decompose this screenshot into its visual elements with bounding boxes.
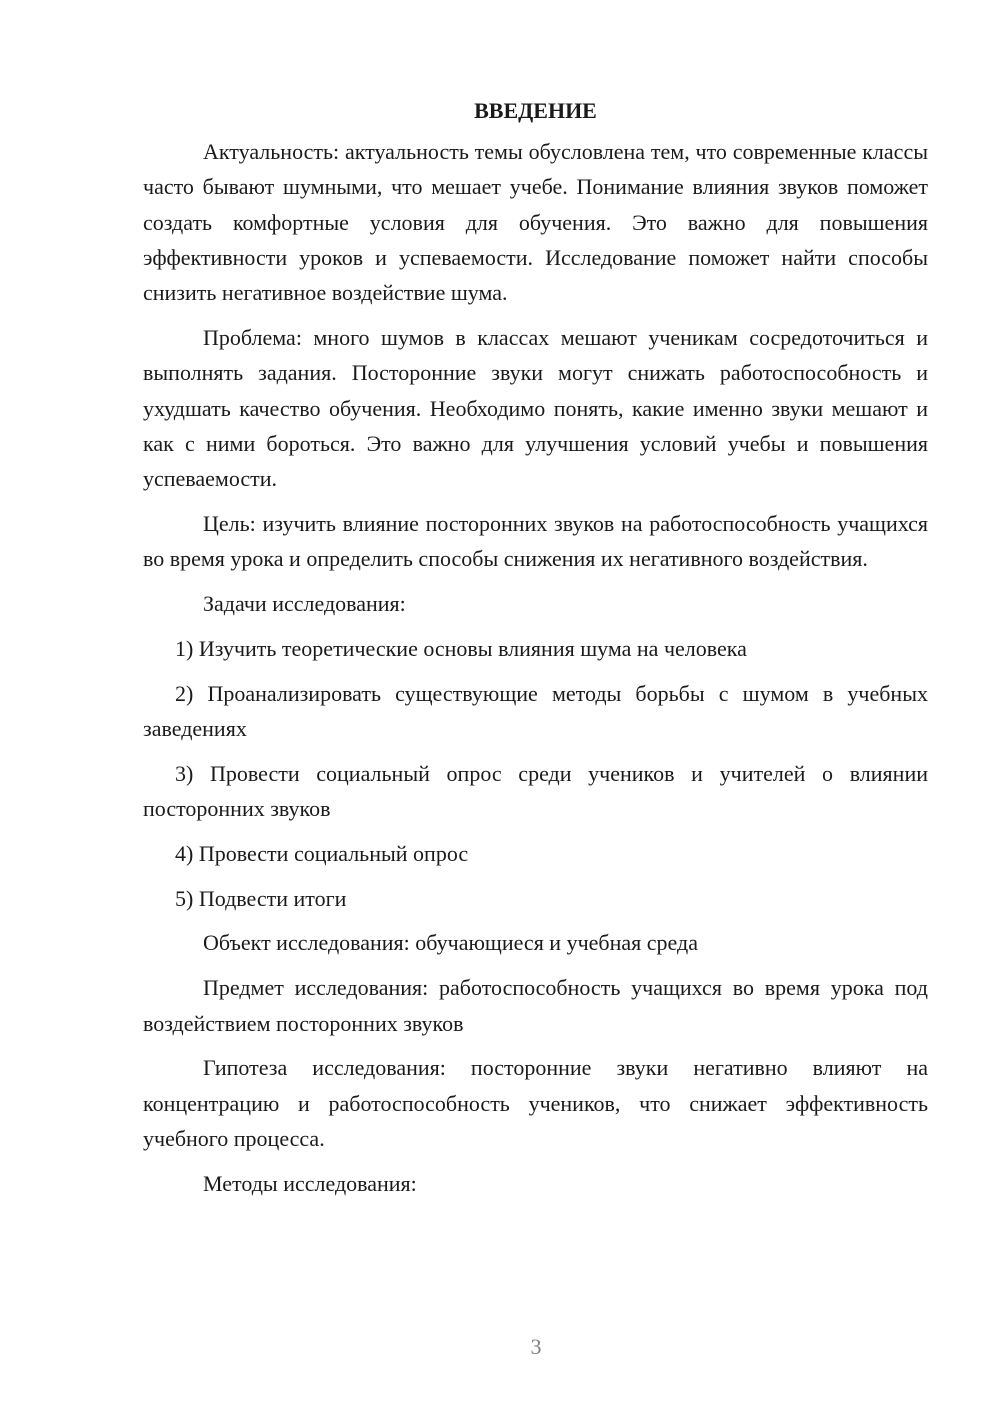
task-item: 4) Провести социальный опрос [175,840,469,866]
task-item: 2) Проанализировать существующие методы борьбы с шумом в учебных заведениях [143,680,928,741]
relevance-paragraph: Актуальность: актуальность темы обусловлена тем, что современные классы часто бывают шумными, что мешает учебе. Понимание влияния звуков поможет создать комфортные условия для обучения. Это важно для повышения эффективности уроков и успеваемости. Исследование поможет найти способы снизить негативное воздействие шума. [143,139,928,306]
object-paragraph: Объект исследования: обучающиеся и учебная среда [203,930,698,956]
task-item: 5) Подвести итоги [175,885,347,911]
tasks-heading: Задачи исследования: [203,591,406,617]
task-item: 1) Изучить теоретические основы влияния шума на человека [175,635,747,661]
goal-paragraph: Цель: изучить влияние посторонних звуков на работоспособность учащихся во время урока и определить способы снижения их негативного воздействия. [143,510,928,572]
document-body [143,93,928,1211]
problem-paragraph: Проблема: много шумов в классах мешают ученикам сосредоточиться и выполнять задания. Посторонние звуки могут снижать работоспособность и ухудшать качество обучения. Необходимо понять, какие именно звуки мешают и как с ними бороться. Это важно для улучшения условий учебы и повышения успеваемости. [143,324,928,492]
section-title: ВВЕДЕНИЕ [474,98,597,123]
methods-heading: Методы исследования: [203,1170,417,1196]
task-item: 3) Провести социальный опрос среди учеников и учителей о влиянии посторонних звуков [143,760,928,822]
tasks-list [143,631,928,916]
page-number: 3 [530,1334,542,1359]
hypothesis-paragraph: Гипотеза исследования: посторонние звуки негативно влияют на концентрацию и работоспособность учеников, что снижает эффективность учебного процесса. [143,1055,928,1151]
subject-paragraph: Предмет исследования: работоспособность учащихся во время урока под воздействием посторонних звуков [143,975,928,1036]
